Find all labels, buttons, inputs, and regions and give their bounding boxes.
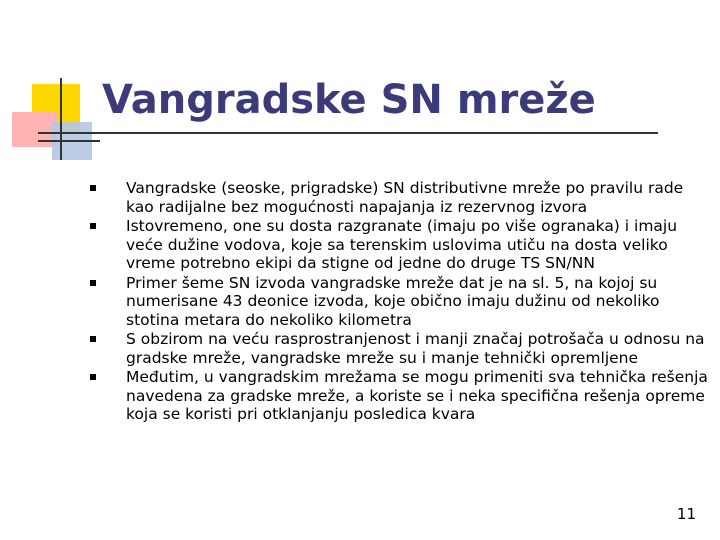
bullet-item	[90, 274, 710, 330]
bullet-item	[90, 217, 710, 273]
bullet-text: S obzirom na veću rasprostranjenost i manji značaj potrošača u odnosu na gradske mreže, vangradske mreže su i manje tehnički opremljene	[126, 330, 705, 367]
bullet-text: Istovremeno, one su dosta razgranate (imaju po više ogranaka) i imaju veće dužine vodova, koje sa terenskim uslovima utiču na dosta veliko vreme potrebno ekipi da stigne od jedne do druge TS SN/NN	[126, 217, 678, 272]
bullet-marker-icon	[90, 280, 96, 286]
bullet-item	[90, 330, 710, 367]
decor-vertical-line	[60, 78, 62, 160]
bullet-text: Primer šeme SN izvoda vangradske mreže dat je na sl. 5, na kojoj su numerisane 43 deonice izvoda, koje obično imaju dužinu od nekoliko stotina metara do nekoliko kilometra	[126, 273, 660, 329]
bullet-marker-icon	[90, 185, 96, 191]
bullet-marker-icon	[90, 223, 96, 229]
bullet-text: Vangradske (seoske, prigradske) SN distributivne mreže po pravilu rade kao radijalne bez mogućnosti napajanja iz rezervnog izvora	[126, 179, 684, 216]
page-number: 11	[676, 505, 696, 523]
bullet-item	[90, 179, 710, 216]
decor-horizontal-line	[38, 132, 658, 134]
bullet-list	[90, 179, 710, 425]
bullet-marker-icon	[90, 374, 96, 380]
bullet-text: Međutim, u vangradskim mrežama se mogu primeniti sva tehnička rešenja navedena za gradske mreže, a koriste se i neka specifična rešenja opreme koja se koristi pri otklanjanju posledica kvara	[126, 368, 708, 423]
decor-short-line	[38, 140, 100, 142]
bullet-item	[90, 368, 710, 424]
bullet-marker-icon	[90, 336, 96, 342]
slide-title: Vangradske SN mreže	[102, 77, 596, 123]
